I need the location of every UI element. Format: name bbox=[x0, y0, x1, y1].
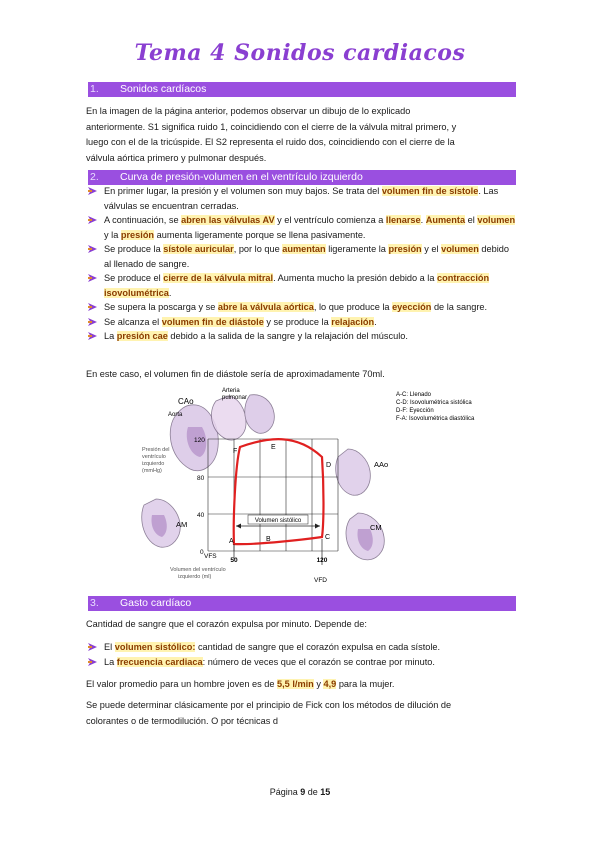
page-title: Tema 4 Sonidos cardiacos bbox=[134, 40, 466, 66]
section-number: 1. bbox=[90, 83, 99, 95]
heart-illustration-icon bbox=[336, 449, 371, 495]
highlight: volumen fin de diástole bbox=[161, 316, 264, 327]
text: , lo que produce la bbox=[313, 302, 393, 312]
text: debido al llenado de sangre. bbox=[104, 244, 510, 269]
gasto-intro: Cantidad de sangre que el corazón expulsa por minuto. Depende de: bbox=[86, 619, 367, 629]
arrow-bullet-icon bbox=[88, 657, 98, 667]
text: de la sangre. bbox=[431, 302, 488, 312]
y-axis-title-line: (mmHg) bbox=[142, 468, 162, 474]
list-item bbox=[86, 184, 518, 213]
label-cm: CM bbox=[370, 523, 382, 532]
y-tick-40: 40 bbox=[197, 512, 205, 519]
section-number: 3. bbox=[90, 597, 99, 609]
highlight: abren las válvulas AV bbox=[181, 215, 275, 225]
arrow-bullet-icon bbox=[88, 642, 98, 652]
label-arteria: Arteria bbox=[222, 388, 240, 394]
text: para la mujer. bbox=[336, 679, 395, 689]
highlight: eyección bbox=[392, 302, 432, 312]
highlight: presión bbox=[120, 229, 155, 240]
highlight: llenarse bbox=[385, 215, 421, 225]
highlight: presión bbox=[388, 244, 422, 254]
text: Se produce la bbox=[104, 244, 164, 254]
label-aao: AAo bbox=[374, 460, 389, 469]
section-label: Curva de presión-volumen en el ventrículo izquierdo bbox=[120, 171, 363, 183]
fick-paragraph bbox=[86, 698, 518, 729]
section-header-gasto bbox=[88, 596, 516, 611]
arrow-bullet-icon bbox=[88, 215, 98, 225]
arrow-bullet-icon bbox=[88, 317, 98, 327]
label-cao: CAo bbox=[178, 397, 194, 406]
list-item bbox=[86, 242, 518, 271]
highlight: 4,9 bbox=[323, 679, 337, 689]
text: aumenta ligeramente porque se llena pasivamente. bbox=[154, 229, 366, 240]
text: y el bbox=[421, 244, 442, 254]
gasto-bullet-list bbox=[86, 640, 518, 669]
section-label: Sonidos cardíacos bbox=[120, 83, 207, 95]
list-item bbox=[86, 329, 518, 344]
heart-illustration-icon bbox=[211, 395, 274, 440]
page-total: 15 bbox=[320, 787, 331, 797]
intro-line: anteriormente. S1 significa ruido 1, coincidiendo con el cierre de la válvula mitral primero, y bbox=[86, 121, 457, 132]
highlight: volumen bbox=[441, 244, 479, 254]
text: cantidad de sangre que el corazón expulsa en cada sístole. bbox=[195, 642, 441, 652]
highlight: abre la válvula aórtica bbox=[217, 302, 314, 312]
text: y la bbox=[104, 229, 121, 240]
pressure-volume-figure bbox=[138, 387, 504, 589]
section-header-sonidos bbox=[88, 82, 516, 97]
intro-line: luego con el de la tricúspide. El S2 representa el ruido dos, coincidiendo con el cierre de la bbox=[86, 137, 455, 148]
diastole-line: En este caso, el volumen fin de diástole sería de aproximadamente 70ml. bbox=[86, 369, 385, 379]
arrow-bullet-icon bbox=[88, 273, 98, 283]
list-item bbox=[86, 300, 518, 315]
text: . bbox=[374, 316, 377, 327]
arrow-bullet-icon bbox=[88, 302, 98, 312]
text: Se produce el bbox=[104, 273, 164, 283]
section-label: Gasto cardíaco bbox=[120, 597, 192, 609]
y-tick-120: 120 bbox=[194, 437, 205, 444]
intro-line: válvula aórtica primero y pulmonar después. bbox=[86, 152, 267, 163]
highlight: cierre de la válvula mitral bbox=[163, 273, 274, 283]
x-tick-50: 50 bbox=[230, 557, 238, 564]
highlight: volumen bbox=[477, 215, 516, 225]
text: : número de veces que el corazón se contrae por minuto. bbox=[202, 656, 435, 667]
highlight: 5,5 l/min bbox=[277, 679, 314, 689]
heart-illustration-icon bbox=[142, 499, 181, 547]
highlight: Aumenta bbox=[425, 215, 466, 225]
y-axis-title-line: izquierdo bbox=[142, 461, 165, 467]
x-axis-title-line: Volumen del ventrículo bbox=[170, 567, 226, 573]
section-header-curva bbox=[88, 170, 516, 185]
x-tick-120: 120 bbox=[316, 557, 328, 564]
list-item bbox=[86, 640, 518, 655]
point-label-f: F bbox=[233, 448, 238, 455]
text: Se alcanza el bbox=[104, 316, 162, 327]
text: y el ventrículo comienza a bbox=[274, 215, 386, 225]
arrow-bullet-icon bbox=[88, 244, 98, 254]
stroke-volume-label: Volumen sistólico bbox=[254, 518, 302, 524]
text: Se supera la poscarga y se bbox=[104, 302, 218, 312]
text: , por lo que bbox=[233, 244, 283, 254]
text: y bbox=[313, 679, 324, 689]
y-tick-0: 0 bbox=[200, 549, 204, 556]
y-axis-title-line: Presión del bbox=[142, 447, 170, 453]
heart-illustration-icon bbox=[346, 513, 384, 560]
x-axis-title-line: izquierdo (ml) bbox=[178, 574, 212, 580]
text: el bbox=[465, 215, 478, 225]
legend-entry: F-A: Isovolumétrica diastólica bbox=[396, 416, 475, 422]
list-item bbox=[86, 315, 518, 330]
text: A continuación, se bbox=[104, 215, 182, 225]
highlight: sístole auricular bbox=[163, 244, 234, 254]
footer-text: Página bbox=[269, 787, 301, 797]
page-footer bbox=[0, 787, 600, 797]
point-label-c: C bbox=[325, 534, 331, 541]
point-label-d: D bbox=[326, 462, 332, 469]
text: En primer lugar, la presión y el volumen son muy bajos. Se trata del bbox=[104, 186, 382, 196]
valor-promedio bbox=[86, 677, 518, 693]
text: . bbox=[168, 287, 172, 298]
arrow-bullet-icon bbox=[88, 186, 98, 196]
text: El bbox=[104, 642, 115, 652]
text: La bbox=[104, 331, 117, 341]
label-vfd: VFD bbox=[314, 577, 327, 584]
highlight: volumen fin de sístole bbox=[381, 186, 479, 196]
figure-legend bbox=[396, 392, 475, 422]
page-number: 9 bbox=[300, 787, 306, 797]
text: y se produce la bbox=[263, 316, 332, 327]
text: . Aumenta mucho la presión debido a la bbox=[273, 273, 438, 283]
text: La bbox=[104, 656, 117, 667]
text: debido a la salida de la sangre y la relajación del músculo. bbox=[167, 331, 408, 341]
intro-line: En la imagen de la página anterior, podemos observar un dibujo de lo explicado bbox=[86, 106, 411, 116]
legend-entry: D-F: Eyección bbox=[396, 408, 434, 414]
label-pulmonar: pulmonar bbox=[222, 395, 248, 401]
text: . bbox=[420, 215, 426, 225]
point-label-b: B bbox=[266, 536, 271, 543]
curve-bullet-list bbox=[86, 184, 518, 344]
highlight: volumen sistólico: bbox=[114, 642, 196, 652]
y-axis-title-line: ventrículo bbox=[142, 454, 166, 460]
point-label-e: E bbox=[271, 444, 276, 451]
intro-paragraph bbox=[86, 104, 518, 166]
pv-loop-curve bbox=[234, 439, 324, 544]
footer-text: de bbox=[305, 787, 321, 797]
highlight: frecuencia cardiaca bbox=[116, 656, 203, 667]
point-label-a: A bbox=[229, 538, 234, 545]
list-item bbox=[86, 213, 518, 242]
list-item bbox=[86, 271, 518, 300]
highlight: aumentan bbox=[282, 244, 326, 254]
highlight: contracción isovolumétrica bbox=[104, 273, 490, 298]
highlight: presión cae bbox=[116, 331, 168, 341]
text: ligeramente la bbox=[325, 244, 389, 254]
label-vfs: VFS bbox=[204, 553, 217, 560]
label-am: AM bbox=[176, 520, 188, 529]
arrow-bullet-icon bbox=[88, 331, 98, 341]
plot-grid bbox=[208, 439, 338, 551]
legend-entry: C-D: Isovolumétrica sistólica bbox=[396, 400, 472, 406]
text: . Las válvulas se encuentran cerradas. bbox=[104, 186, 499, 211]
text: El valor promedio para un hombre joven es de bbox=[86, 679, 278, 689]
fick-line: Se puede determinar clásicamente por el principio de Fick con los métodos de dilución de bbox=[86, 700, 452, 710]
y-tick-80: 80 bbox=[197, 475, 205, 482]
label-aorta: Aorta bbox=[168, 412, 183, 418]
fick-line: colorantes o de termodilución. O por técnicas d bbox=[86, 715, 279, 726]
highlight: relajación bbox=[331, 316, 375, 327]
section-number: 2. bbox=[90, 171, 99, 183]
list-item bbox=[86, 655, 518, 670]
legend-entry: A-C: Llenado bbox=[396, 392, 432, 398]
